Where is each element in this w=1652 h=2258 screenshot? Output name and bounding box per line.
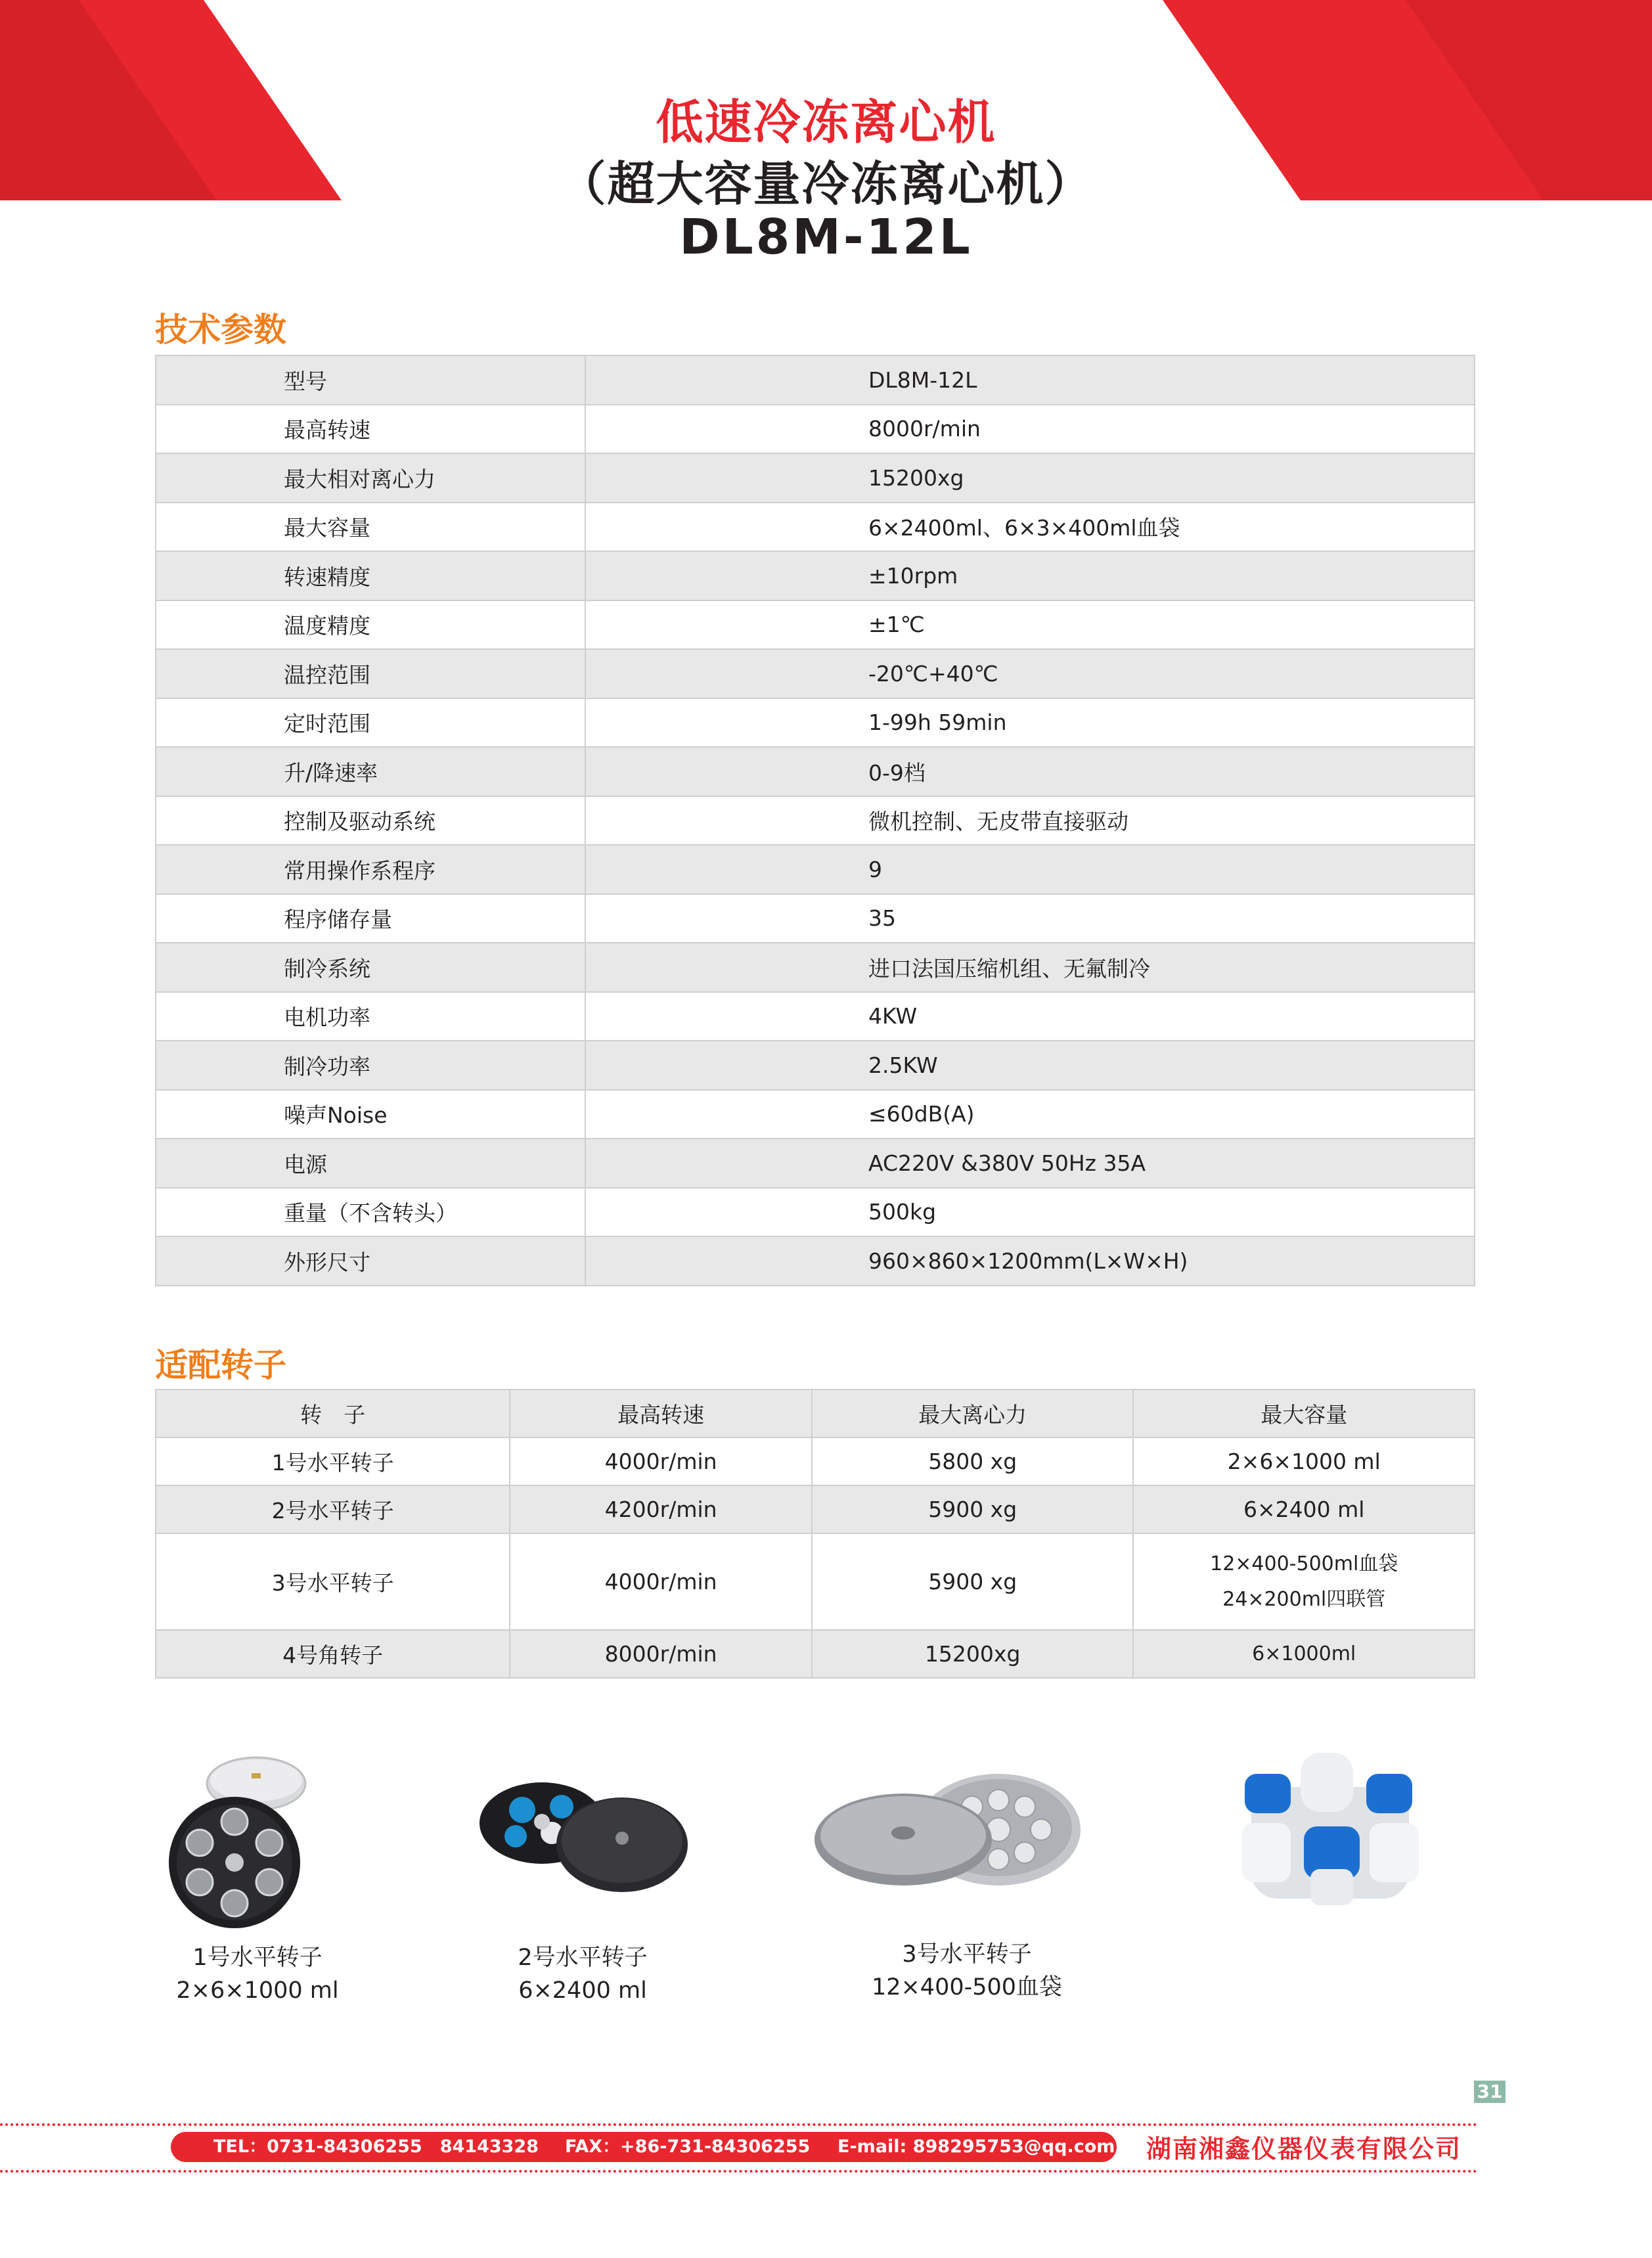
table-header-row <box>156 1389 1475 1437</box>
spec-label: 温控范围 <box>156 649 585 698</box>
rotor-name: 3号水平转子 <box>156 1533 510 1630</box>
table-row <box>156 453 1475 503</box>
spec-value: 1-99h 59min <box>585 698 1475 748</box>
page-subtitle: （超大容量冷冻离心机） <box>558 156 1094 212</box>
rotor-capacity: 6×2400 ml <box>1133 1485 1475 1533</box>
table-row <box>156 1630 1475 1678</box>
table-row <box>156 698 1475 748</box>
spec-value: -20℃+40℃ <box>585 649 1475 698</box>
table-row <box>156 649 1475 698</box>
rotor-capacity: 2×6×1000 ml <box>1133 1437 1475 1485</box>
photo-caption-name: 2号水平转子 <box>518 1945 648 1971</box>
page-title: 低速冷冻离心机 <box>656 95 996 150</box>
photo-caption <box>93 1941 422 2007</box>
table-row <box>156 1236 1475 1286</box>
capacity-line: 24×200ml四联管 <box>1222 1587 1386 1611</box>
spec-label: 外形尺寸 <box>156 1236 585 1286</box>
rotors-heading: 适配转子 <box>155 1346 286 1384</box>
rotor-name: 4号角转子 <box>156 1630 510 1678</box>
rotor-name: 2号水平转子 <box>156 1485 510 1533</box>
spec-value: 15200xg <box>585 453 1475 503</box>
spec-label: 电机功率 <box>156 992 585 1041</box>
rotor-3-photo <box>815 1767 1084 1892</box>
table-row <box>156 796 1475 846</box>
footer-divider-top <box>0 2123 1478 2126</box>
spec-label: 制冷功率 <box>156 1041 585 1090</box>
spec-label: 控制及驱动系统 <box>156 796 585 846</box>
spec-label: 最大容量 <box>156 503 585 552</box>
spec-value: 9 <box>585 845 1475 894</box>
photo-caption-spec: 12×400-500血袋 <box>871 1974 1063 2000</box>
rotor-force: 5900 xg <box>812 1485 1134 1533</box>
spec-value: 960×860×1200mm(L×W×H) <box>585 1236 1475 1286</box>
photo-caption-name: 3号水平转子 <box>902 1941 1032 1968</box>
spec-value: 进口法国压缩机组、无氟制冷 <box>585 943 1475 992</box>
rotor-4-photo <box>1228 1748 1432 1918</box>
table-row <box>156 992 1475 1041</box>
rotor-force: 15200xg <box>812 1630 1134 1678</box>
rotor-speed: 4200r/min <box>510 1485 812 1533</box>
spec-label: 定时范围 <box>156 698 585 748</box>
spec-value: ±10rpm <box>585 551 1475 600</box>
capacity-line: 12×400-500ml血袋 <box>1210 1552 1398 1575</box>
column-header: 最大容量 <box>1133 1389 1475 1437</box>
footer-email: E-mail: 898295753@qq.com <box>837 2136 1115 2157</box>
spec-value: ≤60dB(A) <box>585 1090 1475 1139</box>
spec-value: ±1℃ <box>585 600 1475 650</box>
specs-heading: 技术参数 <box>155 311 286 349</box>
rotor-2-photo <box>476 1761 693 1905</box>
table-row <box>156 894 1475 943</box>
spec-label: 常用操作系程序 <box>156 845 585 894</box>
column-header: 转 子 <box>156 1389 510 1437</box>
table-row <box>156 845 1475 894</box>
spec-value: 500kg <box>585 1188 1475 1237</box>
spec-value: 0-9档 <box>585 747 1475 796</box>
spec-label: 型号 <box>156 355 585 405</box>
rotor-1-photo <box>161 1744 319 1935</box>
spec-value: AC220V &380V 50Hz 35A <box>585 1139 1475 1188</box>
spec-label: 程序储存量 <box>156 894 585 943</box>
spec-label: 转速精度 <box>156 551 585 600</box>
rotor-force: 5900 xg <box>812 1533 1134 1630</box>
spec-value: 35 <box>585 894 1475 943</box>
rotor-force: 5800 xg <box>812 1437 1134 1485</box>
table-row <box>156 551 1475 600</box>
table-row <box>156 1090 1475 1139</box>
footer-fax: FAX：+86-731-84306255 <box>565 2136 811 2157</box>
spec-label: 最高转速 <box>156 405 585 454</box>
spec-label: 温度精度 <box>156 600 585 650</box>
rotor-speed: 4000r/min <box>510 1437 812 1485</box>
column-header: 最大离心力 <box>812 1389 1134 1437</box>
spec-value: 6×2400ml、6×3×400ml血袋 <box>585 503 1475 552</box>
footer-divider-bottom <box>0 2170 1478 2173</box>
spec-label: 最大相对离心力 <box>156 453 585 503</box>
page-number: 31 <box>1474 2081 1506 2103</box>
model-title: DL8M-12L <box>679 209 973 265</box>
company-name: 湖南湘鑫仪器仪表有限公司 <box>1146 2134 1462 2163</box>
rotor-speed: 4000r/min <box>510 1533 812 1630</box>
rotor-name: 1号水平转子 <box>156 1437 510 1485</box>
spec-value: 2.5KW <box>585 1041 1475 1090</box>
rotor-speed: 8000r/min <box>510 1630 812 1678</box>
photo-caption-spec: 2×6×1000 ml <box>176 1977 339 2004</box>
footer-tel: TEL：0731-84306255 84143328 <box>213 2136 539 2157</box>
footer-contact-bar <box>171 2132 1117 2162</box>
photo-caption <box>803 1938 1131 2004</box>
spec-label: 升/降速率 <box>156 747 585 796</box>
table-row <box>156 1437 1475 1485</box>
rotor-capacity <box>1133 1533 1475 1630</box>
table-row <box>156 1041 1475 1090</box>
spec-label: 重量（不含转头） <box>156 1188 585 1237</box>
spec-label: 噪声Noise <box>156 1090 585 1139</box>
table-row <box>156 600 1475 650</box>
table-row <box>156 1139 1475 1188</box>
rotor-capacity: 6×1000ml <box>1133 1630 1475 1678</box>
table-row <box>156 1533 1475 1630</box>
spec-value: 8000r/min <box>585 405 1475 454</box>
table-row <box>156 1485 1475 1533</box>
table-row <box>156 405 1475 454</box>
table-row <box>156 503 1475 552</box>
photo-caption-name: 1号水平转子 <box>192 1945 323 1971</box>
spec-value: 4KW <box>585 992 1475 1041</box>
table-row <box>156 747 1475 796</box>
photo-caption <box>418 1941 747 2007</box>
table-row <box>156 943 1475 992</box>
photo-caption-spec: 6×2400 ml <box>518 1977 647 2004</box>
rotors-table <box>155 1389 1475 1679</box>
specs-table <box>155 355 1475 1286</box>
spec-label: 制冷系统 <box>156 943 585 992</box>
column-header: 最高转速 <box>510 1389 812 1437</box>
spec-value: DL8M-12L <box>585 355 1475 405</box>
table-row <box>156 1188 1475 1237</box>
spec-value: 微机控制、无皮带直接驱动 <box>585 796 1475 846</box>
spec-label: 电源 <box>156 1139 585 1188</box>
table-row <box>156 355 1475 405</box>
